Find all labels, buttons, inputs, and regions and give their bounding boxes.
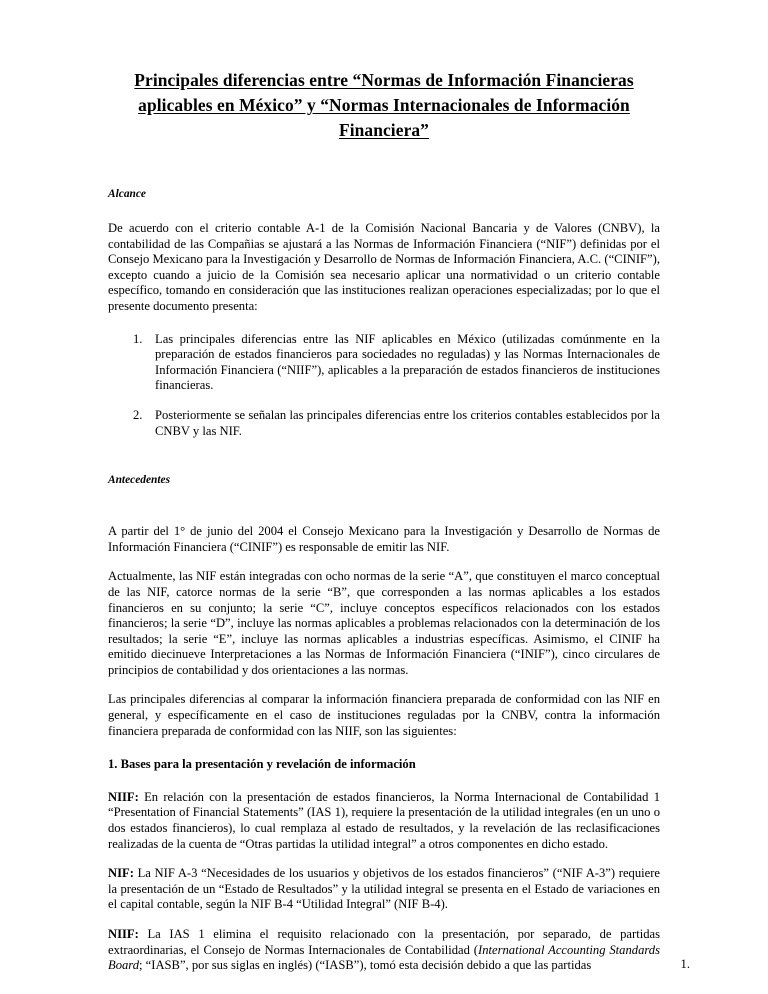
list-item — [108, 408, 660, 439]
spacer — [108, 739, 660, 757]
spacer — [108, 143, 660, 187]
spacer — [108, 913, 660, 927]
list-item-text: Las principales diferencias entre las NIF aplicables en México (utilizadas comúnmente en la preparación de estados financieros para sociedades no reguladas) y las Normas Internacionales de Información Financiera (“NIIF”), aplicables a la preparación de estados financieros de instituciones financieras. — [155, 331, 660, 393]
bases-entry-nif — [108, 866, 660, 913]
list-item — [108, 332, 660, 394]
section-heading-antecedentes: Antecedentes — [108, 474, 171, 487]
spacer — [108, 678, 660, 692]
bases-entry-niif-1 — [108, 790, 660, 852]
subsection-heading-bases: 1. Bases para la presentación y revelación de información — [108, 757, 416, 772]
entry-label: NIIF: — [108, 927, 139, 941]
entry-text: La NIF A-3 “Necesidades de los usuarios y objetivos de los estados financieros” (“NIF A-3”) requiere la presentación de un “Estado de Resultados” y la utilidad integral se presenta en el Estado de variaciones en el capital contable, según la NIF B-4 “Utilidad Integral” (NIF B-4). — [108, 866, 660, 912]
spacer — [108, 852, 660, 866]
alcance-paragraph: De acuerdo con el criterio contable A-1 de la Comisión Nacional Bancaria y de Valores (CNBV), la contabilidad de las Compañias se ajustará a las Normas de Información Financiera (“NIF”) definidas por el Consejo Mexicano para la Investigación y Desarrollo de Normas de Información Financiera, A.C. (“CINIF”), excepto cuando a juicio de la Comisión sea necesario aplicar una normatividad o un criterio contable específico, tomando en consideración que las instituciones realizan operaciones especializadas; por lo que el presente documento presenta: — [108, 221, 660, 313]
spacer — [108, 488, 660, 524]
spacer — [108, 439, 660, 473]
antecedentes-paragraph-2: Actualmente, las NIF están integradas con ocho normas de la serie “A”, que constituyen el marco conceptual de las NIF, catorce normas de la serie “B”, que corresponden a las normas aplicables a los estados financieros en su conjunto; la serie “C”, incluye conceptos específicos relacionados con los estados financieros; la serie “D”, incluye las normas aplicables a problemas relacionados con la determinación de los resultados; la serie “E”, incluye las normas aplicables a industrias específicas. Asimismo, el CINIF ha emitido diecinueve Interpretaciones a las Normas de Información Financiera (“INIF”), cinco circulares de principios de contabilidad y dos orientaciones a las normas. — [108, 569, 660, 677]
document-content — [108, 0, 660, 974]
entry-text-after: ; “IASB”, por sus siglas en inglés) (“IASB”), tomó esta decisión debido a que las partidas — [139, 958, 592, 973]
entry-text-italic: International Accounting Standards Board — [108, 942, 661, 973]
bases-entry-niif-2 — [108, 927, 660, 974]
entry-text-before: La IAS 1 elimina el requisito relacionado con la presentación, por separado, de partidas extraordinarias, el Consejo de Normas Internacionales de Contabilidad ( — [108, 927, 660, 957]
spacer — [108, 773, 660, 790]
entry-text: En relación con la presentación de estados financieros, la Norma Internacional de Contabilidad 1 “Presentation of Financial Statements” (IAS 1), requiere la presentación de la utilidad integrales (en un uno o dos estados financieros), lo cual remplaza al estado de resultados, y la revelación de las reclasificaciones realizadas de la cuenta de “Otras partidas la utilidad integral” a otros componentes en dicho estado. — [108, 789, 660, 851]
page-title: Principales diferencias entre “Normas de Información Financieras aplicables en México” y “Normas Internacionales de Información Financiera” — [134, 70, 634, 140]
spacer — [108, 555, 660, 569]
spacer — [108, 315, 660, 332]
entry-label: NIIF: — [108, 789, 139, 804]
alcance-numbered-list — [108, 332, 660, 440]
antecedentes-paragraph-1: A partir del 1° de junio del 2004 el Consejo Mexicano para la Investigación y Desarrollo de Normas de Información Financiera (“CINIF”) es responsable de emitir las NIF. — [108, 524, 660, 554]
list-item-text: Posteriormente se señalan las principales diferencias entre los criterios contables establecidos por la CNBV y las NIF. — [155, 407, 660, 438]
entry-label: NIF: — [108, 866, 134, 881]
list-item-marker: 2. — [133, 407, 143, 422]
page-number: 1. — [680, 957, 690, 971]
antecedentes-paragraph-3: Las principales diferencias al comparar la información financiera preparada de conformidad con las NIF en general, y específicamente en el caso de instituciones reguladas por la CNBV, contra la información financiera preparada de conformidad con las NIIF, son las siguientes: — [108, 692, 660, 738]
section-heading-alcance: Alcance — [108, 188, 146, 200]
list-item-marker: 1. — [133, 331, 143, 346]
spacer — [108, 202, 660, 221]
